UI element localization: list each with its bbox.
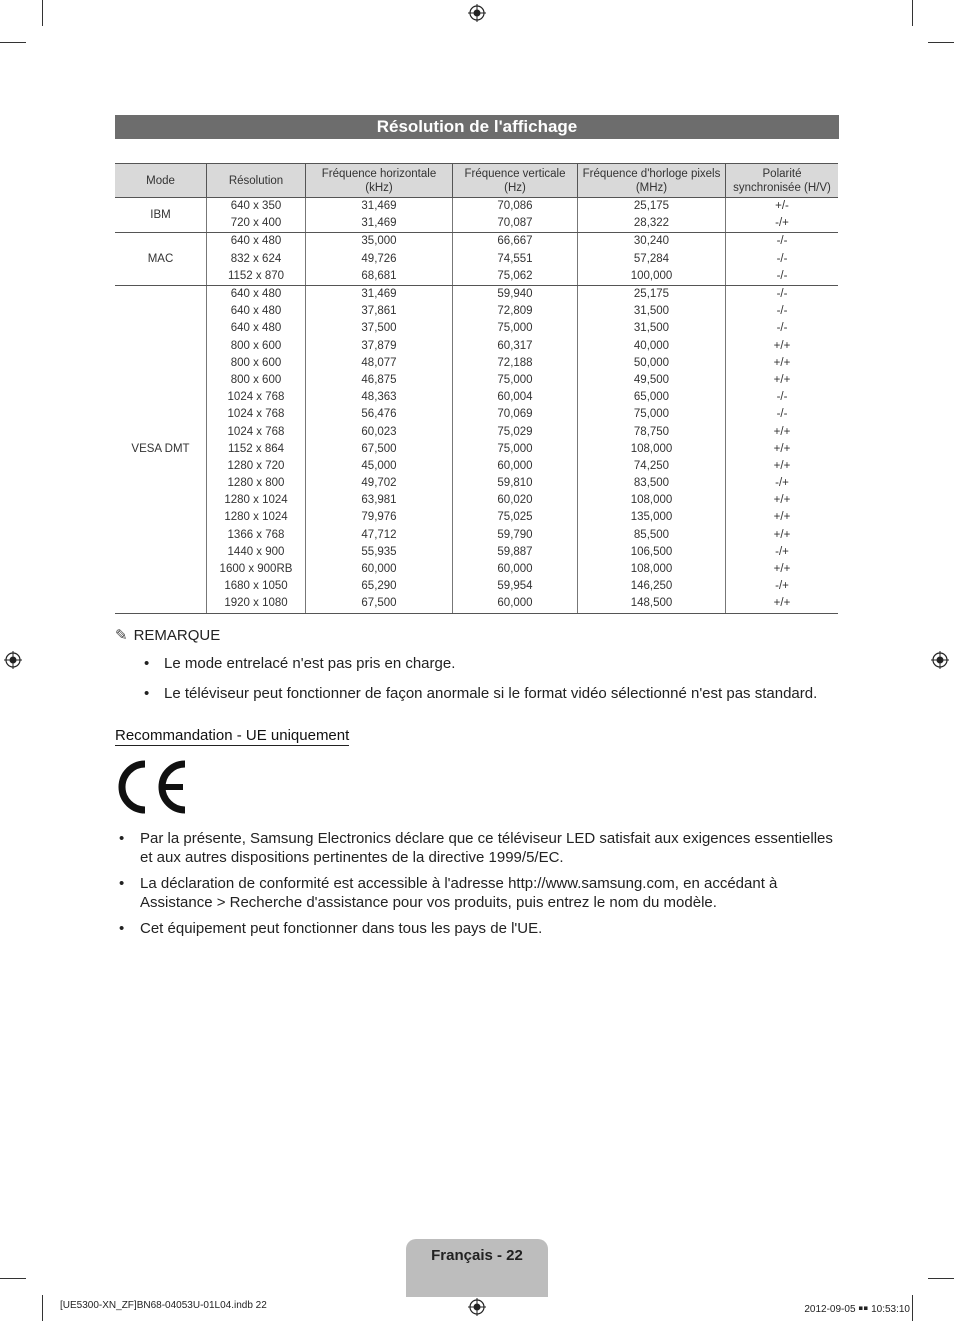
list-item: • La déclaration de conformité est accessible à l'adresse http://www.samsung.com, en accédant à Assistance > Recherche d'assistance pour vos produits, puis entrez le nom du modèle. bbox=[119, 875, 841, 912]
table-cell: 31,500 bbox=[578, 303, 726, 320]
recommandation-list bbox=[119, 830, 841, 947]
table-cell: 25,175 bbox=[578, 285, 726, 303]
table-cell: +/+ bbox=[726, 595, 839, 613]
column-header: Fréquence d'horloge pixels (MHz) bbox=[578, 164, 726, 198]
table-row bbox=[115, 578, 838, 595]
table-cell: 640 x 480 bbox=[207, 285, 306, 303]
table-cell: 70,069 bbox=[453, 406, 578, 423]
table-cell: 79,976 bbox=[306, 509, 453, 526]
crop-mark bbox=[912, 1295, 913, 1321]
table-cell: 1280 x 800 bbox=[207, 475, 306, 492]
table-cell: 75,029 bbox=[453, 423, 578, 440]
table-cell: 60,317 bbox=[453, 338, 578, 355]
crop-mark bbox=[928, 42, 954, 43]
table-cell: +/- bbox=[726, 198, 839, 216]
table-cell: -/- bbox=[726, 251, 839, 268]
table-cell: 83,500 bbox=[578, 475, 726, 492]
table-row bbox=[115, 320, 838, 337]
table-cell: 75,000 bbox=[453, 441, 578, 458]
table-cell: 78,750 bbox=[578, 423, 726, 440]
mode-cell: MAC bbox=[115, 233, 207, 286]
table-row bbox=[115, 441, 838, 458]
table-cell: -/+ bbox=[726, 475, 839, 492]
table-row bbox=[115, 492, 838, 509]
table-cell: 30,240 bbox=[578, 233, 726, 251]
table-row bbox=[115, 198, 838, 216]
table-cell: 49,500 bbox=[578, 372, 726, 389]
table-cell: 100,000 bbox=[578, 268, 726, 286]
table-row bbox=[115, 475, 838, 492]
table-cell: 65,290 bbox=[306, 578, 453, 595]
table-cell: 57,284 bbox=[578, 251, 726, 268]
list-item: • Le mode entrelacé n'est pas pris en charge. bbox=[144, 654, 864, 674]
table-cell: 1024 x 768 bbox=[207, 406, 306, 423]
table-cell: 37,500 bbox=[306, 320, 453, 337]
recommandation-heading: Recommandation - UE uniquement bbox=[115, 727, 350, 744]
table-cell: +/+ bbox=[726, 527, 839, 544]
table-cell: 75,062 bbox=[453, 268, 578, 286]
table-cell: 800 x 600 bbox=[207, 338, 306, 355]
pencil-icon: ✎ bbox=[115, 627, 128, 644]
table-cell: 74,551 bbox=[453, 251, 578, 268]
table-cell: -/+ bbox=[726, 215, 839, 233]
list-item: • Cet équipement peut fonctionner dans tous les pays de l'UE. bbox=[119, 920, 841, 939]
section-title: Résolution de l'affichage bbox=[115, 115, 839, 139]
footer-file-info: [UE5300-XN_ZF]BN68-04053U-01L04.indb 22 bbox=[60, 1300, 267, 1311]
table-cell: 48,363 bbox=[306, 389, 453, 406]
crop-mark bbox=[928, 1278, 954, 1279]
table-cell: 66,667 bbox=[453, 233, 578, 251]
crop-mark bbox=[0, 42, 26, 43]
table-cell: 720 x 400 bbox=[207, 215, 306, 233]
table-cell: -/- bbox=[726, 303, 839, 320]
table-cell: 35,000 bbox=[306, 233, 453, 251]
table-cell: -/- bbox=[726, 233, 839, 251]
table-cell: +/+ bbox=[726, 458, 839, 475]
remarque-list bbox=[144, 654, 864, 714]
table-cell: +/+ bbox=[726, 355, 839, 372]
table-cell: 59,790 bbox=[453, 527, 578, 544]
table-cell: 75,000 bbox=[578, 406, 726, 423]
table-row bbox=[115, 233, 838, 251]
table-row bbox=[115, 561, 838, 578]
table-cell: 55,935 bbox=[306, 544, 453, 561]
table-cell: 31,500 bbox=[578, 320, 726, 337]
table-cell: 63,981 bbox=[306, 492, 453, 509]
table-cell: 75,000 bbox=[453, 320, 578, 337]
remarque-title: REMARQUE bbox=[133, 627, 221, 644]
table-cell: 72,809 bbox=[453, 303, 578, 320]
table-cell: -/- bbox=[726, 406, 839, 423]
table-row bbox=[115, 458, 838, 475]
table-row bbox=[115, 268, 838, 286]
table-cell: 148,500 bbox=[578, 595, 726, 613]
table-row bbox=[115, 595, 838, 613]
table-cell: 68,681 bbox=[306, 268, 453, 286]
table-cell: 72,188 bbox=[453, 355, 578, 372]
table-cell: 108,000 bbox=[578, 441, 726, 458]
table-cell: 146,250 bbox=[578, 578, 726, 595]
table-row bbox=[115, 285, 838, 303]
table-cell: 45,000 bbox=[306, 458, 453, 475]
table-cell: 59,810 bbox=[453, 475, 578, 492]
footer-timestamp: 2012-09-05 ￭￭ 10:53:10 bbox=[804, 1304, 910, 1315]
table-body bbox=[115, 198, 838, 614]
table-cell: 135,000 bbox=[578, 509, 726, 526]
table-cell: 56,476 bbox=[306, 406, 453, 423]
crop-mark bbox=[0, 1278, 26, 1279]
table-cell: 1600 x 900RB bbox=[207, 561, 306, 578]
table-cell: 37,861 bbox=[306, 303, 453, 320]
table-cell: 60,023 bbox=[306, 423, 453, 440]
mode-cell: IBM bbox=[115, 198, 207, 233]
table-cell: 50,000 bbox=[578, 355, 726, 372]
table-cell: 59,940 bbox=[453, 285, 578, 303]
column-header: Fréquence horizontale (kHz) bbox=[306, 164, 453, 198]
registration-mark-icon bbox=[468, 4, 486, 22]
registration-mark-icon bbox=[931, 651, 949, 669]
table-cell: 60,004 bbox=[453, 389, 578, 406]
table-cell: 70,086 bbox=[453, 198, 578, 216]
table-cell: 1280 x 1024 bbox=[207, 492, 306, 509]
table-cell: 60,020 bbox=[453, 492, 578, 509]
remarque-heading bbox=[115, 626, 220, 644]
list-item: • Par la présente, Samsung Electronics déclare que ce téléviseur LED satisfait aux exigences essentielles et aux autres dispositions pertinentes de la directive 1999/5/EC. bbox=[119, 830, 841, 867]
list-item: • Le téléviseur peut fonctionner de façon anormale si le format vidéo sélectionné n'est pas standard. bbox=[144, 684, 864, 704]
registration-mark-icon bbox=[4, 651, 22, 669]
table-cell: +/+ bbox=[726, 561, 839, 578]
table-cell: 800 x 600 bbox=[207, 372, 306, 389]
table-cell: 106,500 bbox=[578, 544, 726, 561]
table-cell: 67,500 bbox=[306, 595, 453, 613]
table-cell: -/- bbox=[726, 285, 839, 303]
table-row bbox=[115, 509, 838, 526]
table-cell: 1920 x 1080 bbox=[207, 595, 306, 613]
column-header: Fréquence verticale (Hz) bbox=[453, 164, 578, 198]
table-cell: 1280 x 1024 bbox=[207, 509, 306, 526]
table-cell: 67,500 bbox=[306, 441, 453, 458]
table-cell: +/+ bbox=[726, 338, 839, 355]
table-cell: 25,175 bbox=[578, 198, 726, 216]
table-cell: 37,879 bbox=[306, 338, 453, 355]
table-cell: 1024 x 768 bbox=[207, 389, 306, 406]
table-cell: 48,077 bbox=[306, 355, 453, 372]
table-cell: -/+ bbox=[726, 544, 839, 561]
table-row bbox=[115, 406, 838, 423]
table-row bbox=[115, 423, 838, 440]
table-cell: 1152 x 870 bbox=[207, 268, 306, 286]
resolution-table bbox=[115, 163, 838, 614]
crop-mark bbox=[42, 1295, 43, 1321]
table-cell: 832 x 624 bbox=[207, 251, 306, 268]
table-cell: -/- bbox=[726, 268, 839, 286]
crop-mark bbox=[42, 0, 43, 26]
table-cell: 47,712 bbox=[306, 527, 453, 544]
table-cell: 60,000 bbox=[453, 595, 578, 613]
table-row bbox=[115, 527, 838, 544]
table-row bbox=[115, 372, 838, 389]
column-header: Résolution bbox=[207, 164, 306, 198]
table-cell: 59,887 bbox=[453, 544, 578, 561]
table-cell: 49,702 bbox=[306, 475, 453, 492]
table-cell: +/+ bbox=[726, 423, 839, 440]
table-row bbox=[115, 251, 838, 268]
table-cell: 640 x 480 bbox=[207, 233, 306, 251]
column-header: Mode bbox=[115, 164, 207, 198]
column-header: Polarité synchronisée (H/V) bbox=[726, 164, 839, 198]
table-row bbox=[115, 338, 838, 355]
table-cell: +/+ bbox=[726, 509, 839, 526]
table-cell: 74,250 bbox=[578, 458, 726, 475]
table-cell: +/+ bbox=[726, 492, 839, 509]
table-cell: +/+ bbox=[726, 372, 839, 389]
table-row bbox=[115, 389, 838, 406]
crop-mark bbox=[912, 0, 913, 26]
table-row bbox=[115, 355, 838, 372]
table-cell: 85,500 bbox=[578, 527, 726, 544]
table-cell: 640 x 480 bbox=[207, 303, 306, 320]
table-cell: 1440 x 900 bbox=[207, 544, 306, 561]
table-cell: 28,322 bbox=[578, 215, 726, 233]
table-cell: 31,469 bbox=[306, 198, 453, 216]
table-cell: 31,469 bbox=[306, 215, 453, 233]
table-cell: 800 x 600 bbox=[207, 355, 306, 372]
table-row bbox=[115, 544, 838, 561]
table-cell: 70,087 bbox=[453, 215, 578, 233]
table-cell: 640 x 350 bbox=[207, 198, 306, 216]
table-cell: 640 x 480 bbox=[207, 320, 306, 337]
table-cell: 65,000 bbox=[578, 389, 726, 406]
table-cell: +/+ bbox=[726, 441, 839, 458]
table-cell: 49,726 bbox=[306, 251, 453, 268]
table-cell: 75,025 bbox=[453, 509, 578, 526]
table-cell: 75,000 bbox=[453, 372, 578, 389]
table-cell: 1280 x 720 bbox=[207, 458, 306, 475]
table-header-row bbox=[115, 164, 838, 198]
table-cell: 1024 x 768 bbox=[207, 423, 306, 440]
table-cell: 31,469 bbox=[306, 285, 453, 303]
table-cell: -/- bbox=[726, 320, 839, 337]
table-cell: -/+ bbox=[726, 578, 839, 595]
table-cell: 59,954 bbox=[453, 578, 578, 595]
table-row bbox=[115, 215, 838, 233]
table-cell: 1680 x 1050 bbox=[207, 578, 306, 595]
table-cell: 1366 x 768 bbox=[207, 527, 306, 544]
page-number-tab: Français - 22 bbox=[406, 1239, 548, 1297]
table-cell: 108,000 bbox=[578, 492, 726, 509]
ce-mark-icon bbox=[115, 760, 191, 814]
mode-cell: VESA DMT bbox=[115, 285, 207, 613]
table-cell: 60,000 bbox=[453, 561, 578, 578]
registration-mark-icon bbox=[468, 1298, 486, 1316]
table-cell: 46,875 bbox=[306, 372, 453, 389]
table-cell: 40,000 bbox=[578, 338, 726, 355]
table-cell: 60,000 bbox=[453, 458, 578, 475]
table-cell: 108,000 bbox=[578, 561, 726, 578]
table-cell: -/- bbox=[726, 389, 839, 406]
table-cell: 60,000 bbox=[306, 561, 453, 578]
table-row bbox=[115, 303, 838, 320]
table-cell: 1152 x 864 bbox=[207, 441, 306, 458]
